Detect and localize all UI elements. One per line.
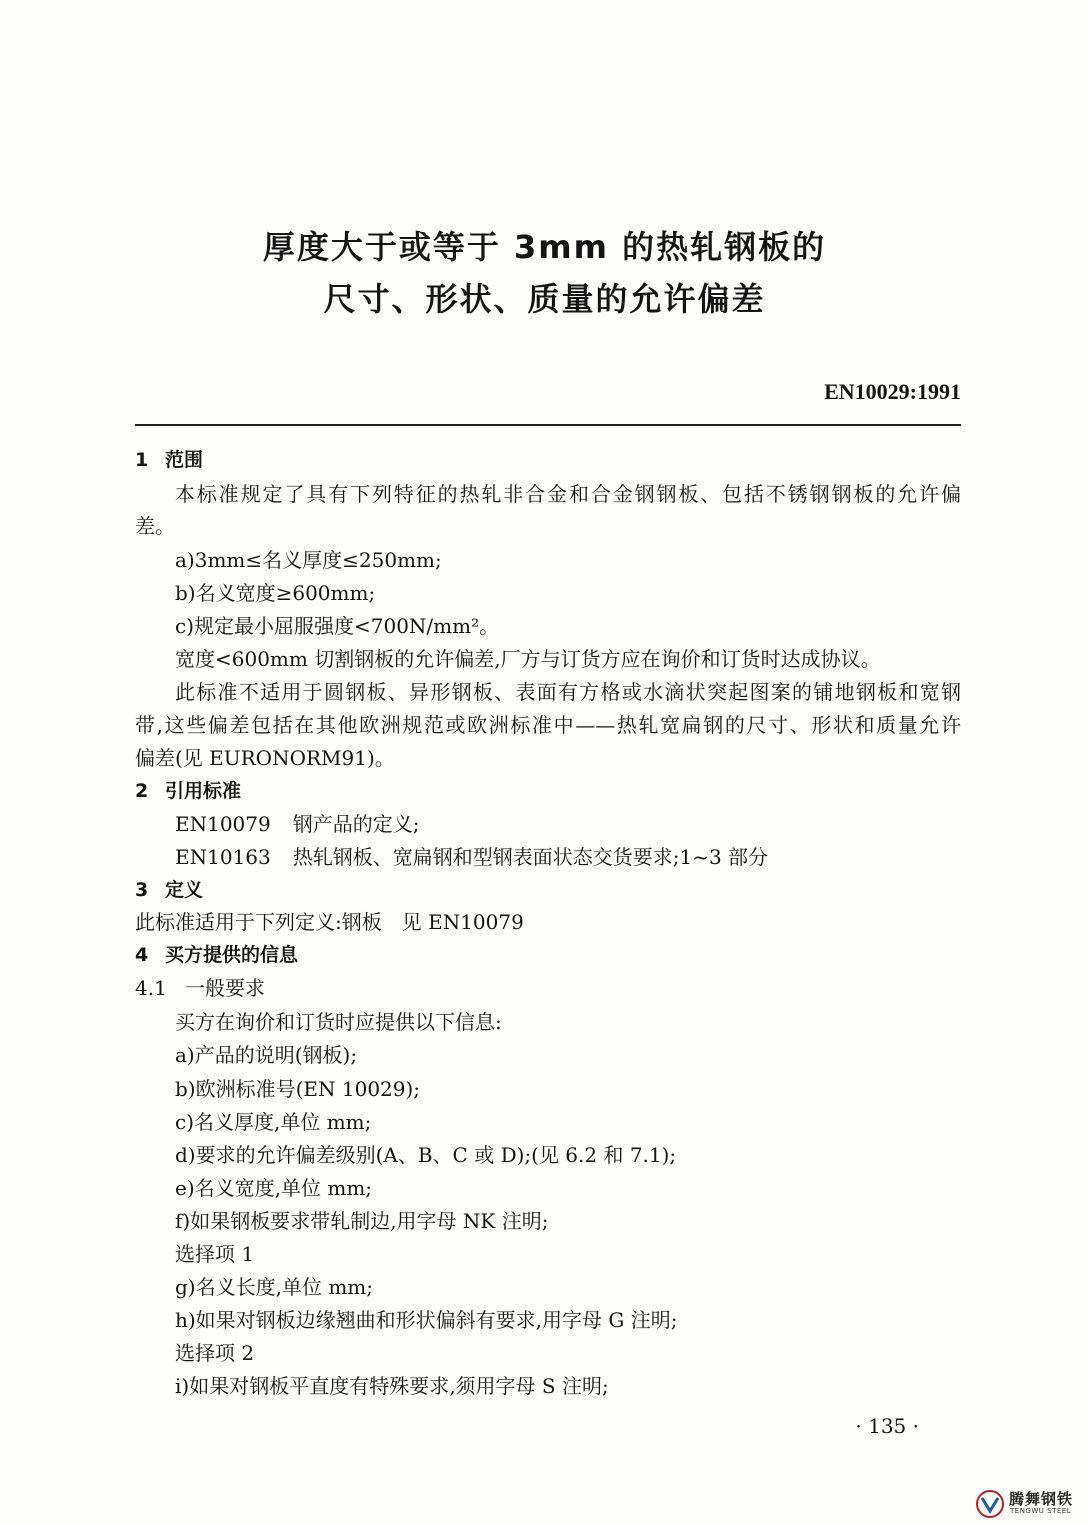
section-title: 范围 [165, 449, 204, 471]
option-label: 选择项 2 [175, 1341, 255, 1365]
paragraph-line: 此标准不适用于圆钢板、异形钢板、表面有方格或水滴状突起图案的铺地钢板和宽钢 [175, 680, 961, 704]
list-item: a)产品的说明(钢板); [175, 1043, 358, 1067]
document-title-line-2: 尺寸、形状、质量的允许偏差 [323, 280, 766, 318]
paragraph-line: 偏差(见 EURONORM91)。 [135, 746, 395, 770]
list-item: a)3mm≤名义厚度≤250mm; [175, 548, 442, 572]
section-4-heading [135, 942, 298, 968]
subsection-4-1-heading [135, 975, 265, 1001]
section-number: 2 [135, 780, 149, 802]
reference-entry [175, 844, 768, 870]
option-label: 选择项 1 [175, 1242, 255, 1266]
section-title: 买方提供的信息 [165, 944, 299, 966]
list-item: b)名义宽度≥600mm; [175, 581, 376, 605]
section-title: 引用标准 [165, 780, 242, 802]
list-item: b)欧洲标准号(EN 10029); [175, 1077, 421, 1101]
section-number: 3 [135, 879, 149, 901]
list-item: c)名义厚度,单位 mm; [175, 1110, 372, 1134]
paragraph-line: 买方在询价和订货时应提供以下信息: [175, 1010, 502, 1034]
company-logo [975, 1488, 1083, 1520]
section-title: 定义 [165, 879, 204, 901]
list-item: g)名义长度,单位 mm; [175, 1275, 373, 1299]
section-2-heading [135, 778, 241, 804]
reference-title: 钢产品的定义; [292, 812, 420, 836]
list-item: d)要求的允许偏差级别(A、B、C 或 D);(见 6.2 和 7.1); [175, 1143, 677, 1167]
logo-text-cn: 腾舞钢铁 [1009, 1490, 1074, 1508]
header-rule [135, 424, 961, 426]
list-item: f)如果钢板要求带轧制边,用字母 NK 注明; [175, 1209, 549, 1233]
list-item: c)规定最小屈服强度<700N/mm²。 [175, 614, 500, 638]
paragraph-line: 本标准规定了具有下列特征的热轧非合金和合金钢钢板、包括不锈钢钢板的允许偏 [175, 482, 961, 506]
reference-code: EN10163 [175, 845, 271, 869]
document-title-line-1: 厚度大于或等于 3mm 的热轧钢板的 [262, 228, 827, 266]
list-item: e)名义宽度,单位 mm; [175, 1176, 373, 1200]
section-1-heading [135, 447, 203, 473]
subsection-title: 一般要求 [185, 976, 265, 1000]
definition-text: 此标准适用于下列定义:钢板 见 EN10079 [135, 910, 524, 934]
logo-mark-icon [975, 1489, 1005, 1519]
paragraph-line: 宽度<600mm 切割钢板的允许偏差,厂方与订货方应在询价和订货时达成协议。 [175, 647, 881, 671]
logo-text-en: TENGWU STEEL [1010, 1507, 1072, 1515]
page-number: · 135 · [855, 1414, 919, 1438]
paragraph-line: 差。 [135, 514, 175, 538]
paragraph-line: 带,这些偏差包括在其他欧洲规范或欧洲标准中——热轧宽扁钢的尺寸、形状和质量允许 [135, 713, 961, 737]
reference-code: EN10079 [175, 812, 271, 836]
section-3-heading [135, 877, 203, 903]
list-item: h)如果对钢板边缘翘曲和形状偏斜有要求,用字母 G 注明; [175, 1308, 678, 1332]
section-number: 4 [135, 944, 149, 966]
subsection-number: 4.1 [135, 976, 167, 1000]
list-item: i)如果对钢板平直度有特殊要求,须用字母 S 注明; [175, 1374, 609, 1398]
reference-entry [175, 811, 419, 837]
reference-title: 热轧钢板、宽扁钢和型钢表面状态交货要求;1~3 部分 [292, 845, 769, 869]
standard-number: EN10029:1991 [824, 379, 961, 404]
section-number: 1 [135, 449, 149, 471]
